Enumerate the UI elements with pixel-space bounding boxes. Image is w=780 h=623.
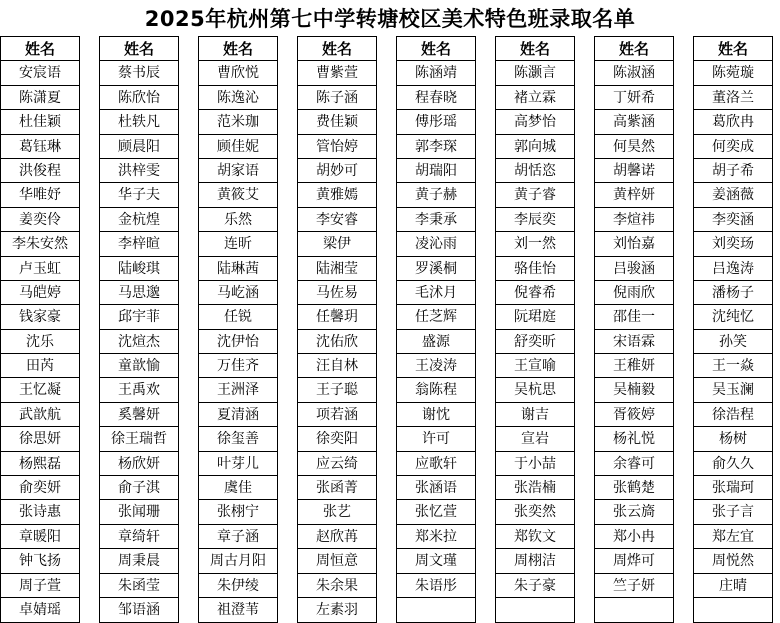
student-name: 王一焱 [694,354,772,378]
column-header: 姓名 [199,37,277,61]
column-header: 姓名 [100,37,178,61]
student-name: 陈子涵 [298,86,376,110]
name-column [297,36,377,623]
column-header: 姓名 [496,37,574,61]
student-name: 连昕 [199,232,277,256]
student-name: 王禹欢 [100,378,178,402]
student-name: 郭李琛 [397,135,475,159]
student-name: 周古月阳 [199,549,277,573]
student-name: 华子夫 [100,183,178,207]
student-name: 朱函莹 [100,574,178,598]
student-name: 朱余果 [298,574,376,598]
student-name: 陈潇夏 [1,86,79,110]
student-name: 顾晨阳 [100,135,178,159]
student-name: 武歆航 [1,403,79,427]
student-name: 阮珺庭 [496,305,574,329]
student-name: 毛沭月 [397,281,475,305]
student-name: 应歌轩 [397,452,475,476]
student-name: 盛源 [397,330,475,354]
student-name: 项若涵 [298,403,376,427]
student-name: 黄梓妍 [595,183,673,207]
student-name: 任锐 [199,305,277,329]
student-name: 傅彤瑶 [397,110,475,134]
student-name: 应云绮 [298,452,376,476]
student-name: 倪雨欣 [595,281,673,305]
student-name: 叶芽儿 [199,452,277,476]
student-name: 赵欣苒 [298,525,376,549]
student-name: 费佳颖 [298,110,376,134]
student-name: 奚馨妍 [100,403,178,427]
student-name: 陈欣怡 [100,86,178,110]
student-name: 杨树 [694,427,772,451]
student-name: 何奕成 [694,135,772,159]
student-name: 张艺 [298,500,376,524]
student-name: 沈煊杰 [100,330,178,354]
student-name: 何昊然 [595,135,673,159]
student-name: 葛欣冉 [694,110,772,134]
student-name: 章暖阳 [1,525,79,549]
student-name: 王洲泽 [199,378,277,402]
name-column [396,36,476,623]
student-name: 罗溪桐 [397,257,475,281]
empty-cell [496,598,574,622]
student-name: 沈伊怡 [199,330,277,354]
student-name: 周悦然 [694,549,772,573]
student-name: 陈逸沁 [199,86,277,110]
student-name: 余睿可 [595,452,673,476]
empty-cell [397,598,475,622]
student-name: 凌沁雨 [397,232,475,256]
student-name: 田芮 [1,354,79,378]
column-header: 姓名 [298,37,376,61]
student-name: 黄子睿 [496,183,574,207]
student-name: 张子言 [694,500,772,524]
student-name: 邹语涵 [118,601,160,618]
student-name: 于小喆 [496,452,574,476]
student-name: 张忆萱 [397,500,475,524]
page-title: 2025年杭州第七中学转塘校区美术特色班录取名单 [144,7,636,31]
student-name: 刘一然 [496,232,574,256]
student-name: 安宸语 [1,61,79,85]
student-name: 沈乐 [1,330,79,354]
student-name: 竺子妍 [595,574,673,598]
student-name: 陆琳茜 [199,257,277,281]
column-header: 姓名 [1,37,79,61]
student-name: 刘怡嘉 [595,232,673,256]
student-name: 吴玉澜 [694,378,772,402]
empty-cell [694,598,772,622]
name-column [594,36,674,623]
student-name: 胡妙可 [298,159,376,183]
student-name: 胡子希 [694,159,772,183]
student-name: 周子萱 [1,574,79,598]
student-name: 孙笑 [694,330,772,354]
student-name: 胡家语 [199,159,277,183]
student-name: 张云旖 [595,500,673,524]
student-name: 杜轶凡 [100,110,178,134]
student-name: 王宣喻 [496,354,574,378]
student-name: 任馨玥 [298,305,376,329]
student-name: 洪梓雯 [100,159,178,183]
student-name: 李秉承 [397,208,475,232]
name-column [495,36,575,623]
student-name: 周恒意 [298,549,376,573]
student-name: 徐王瑞哲 [100,427,178,451]
student-name: 许可 [397,427,475,451]
student-name: 陈淑涵 [595,61,673,85]
student-name: 郑米拉 [397,525,475,549]
student-name: 王凌涛 [397,354,475,378]
student-name: 周栩洁 [496,549,574,573]
student-name: 朱伊绫 [199,574,277,598]
student-name: 李奕涵 [694,208,772,232]
student-name: 杨熙磊 [1,452,79,476]
student-name: 马佐易 [298,281,376,305]
student-name: 胡恬恣 [496,159,574,183]
student-name: 姜奕伶 [1,208,79,232]
student-name: 乐然 [199,208,277,232]
student-name: 宋语霖 [595,330,673,354]
student-name: 胥筱婷 [595,403,673,427]
student-name: 曹欣悦 [199,61,277,85]
student-name: 范米珈 [199,110,277,134]
student-name: 祖澄苇 [217,601,259,618]
student-name: 金杭煌 [100,208,178,232]
student-name: 张鹤楚 [595,476,673,500]
student-name: 徐思妍 [1,427,79,451]
name-column [0,36,80,623]
student-name: 童歆愉 [100,354,178,378]
student-name: 徐奕阳 [298,427,376,451]
student-name: 丁妍希 [595,86,673,110]
student-name: 李煊祎 [595,208,673,232]
student-name: 程春晓 [397,86,475,110]
student-name: 姜涵薇 [694,183,772,207]
student-name: 陈涵靖 [397,61,475,85]
student-name: 吴杭思 [496,378,574,402]
student-name: 翁陈程 [397,378,475,402]
student-name: 黄筱艾 [199,183,277,207]
student-name: 华唯妤 [1,183,79,207]
student-name: 胡瑞阳 [397,159,475,183]
student-name: 黄雅嫣 [298,183,376,207]
student-name: 郑钦文 [496,525,574,549]
student-name: 顾佳妮 [199,135,277,159]
student-name: 马皑婷 [1,281,79,305]
student-name: 洪俊程 [1,159,79,183]
student-name: 舒奕昕 [496,330,574,354]
student-name: 李朱安然 [1,232,79,256]
student-name: 张浩楠 [496,476,574,500]
student-name: 谢忱 [397,403,475,427]
student-name: 章绮轩 [100,525,178,549]
student-name: 张闻珊 [100,500,178,524]
student-name: 俞奕妍 [1,476,79,500]
student-name: 李辰奕 [496,208,574,232]
student-name: 褚立霖 [496,86,574,110]
student-name: 钟飞扬 [1,549,79,573]
student-name: 邵佳一 [595,305,673,329]
student-name: 吴楠毅 [595,378,673,402]
student-name: 张瑞珂 [694,476,772,500]
student-name: 刘奕玚 [694,232,772,256]
student-name: 左素羽 [316,601,358,618]
student-name: 骆佳怡 [496,257,574,281]
student-name: 周文瑾 [397,549,475,573]
column-header: 姓名 [595,37,673,61]
student-name: 汪自林 [298,354,376,378]
student-name: 钱家豪 [1,305,79,329]
student-name: 胡馨诺 [595,159,673,183]
student-name: 梁伊 [298,232,376,256]
student-name: 陈灏言 [496,61,574,85]
student-name: 俞子淇 [100,476,178,500]
student-name: 卓婧瑶 [19,601,61,618]
student-name: 管怡婷 [298,135,376,159]
student-name: 李梓暄 [100,232,178,256]
student-name: 章子涵 [199,525,277,549]
student-name: 徐玺善 [199,427,277,451]
student-name: 蔡书辰 [100,61,178,85]
student-name: 杜佳颖 [1,110,79,134]
student-name: 沈纯忆 [694,305,772,329]
name-column [198,36,278,623]
student-name: 高梦怡 [496,110,574,134]
student-name: 徐浩程 [694,403,772,427]
student-name: 李安睿 [298,208,376,232]
student-name: 倪睿希 [496,281,574,305]
student-name: 王子聪 [298,378,376,402]
student-name: 朱语彤 [397,574,475,598]
student-name: 沈佑欣 [298,330,376,354]
student-name: 虞佳 [199,476,277,500]
student-name: 郭向城 [496,135,574,159]
student-name: 周烨可 [595,549,673,573]
student-name: 陈菀璇 [694,61,772,85]
student-name: 张栩宁 [199,500,277,524]
student-name: 邱宇菲 [100,305,178,329]
student-name: 任芝辉 [397,305,475,329]
student-name: 高紫涵 [595,110,673,134]
student-name: 郑左宜 [694,525,772,549]
student-name: 马思邈 [100,281,178,305]
student-name: 张诗惠 [1,500,79,524]
student-name: 黄子赫 [397,183,475,207]
student-name: 张函菁 [298,476,376,500]
student-name: 葛钰琳 [1,135,79,159]
student-name: 王稚妍 [595,354,673,378]
student-name: 吕逸涛 [694,257,772,281]
student-name: 郑小冉 [595,525,673,549]
student-name: 王忆凝 [1,378,79,402]
student-name: 杨礼悦 [595,427,673,451]
column-header: 姓名 [694,37,772,61]
student-name: 杨欣妍 [100,452,178,476]
student-name: 吕骏涵 [595,257,673,281]
student-name: 万佳齐 [199,354,277,378]
student-name: 谢吉 [496,403,574,427]
student-name: 卢玉虹 [1,257,79,281]
student-name: 庄晴 [694,574,772,598]
student-name: 朱子豪 [496,574,574,598]
student-name: 宣岩 [496,427,574,451]
student-name: 曹紫萱 [298,61,376,85]
student-name: 张涵语 [397,476,475,500]
student-name: 潘杨子 [694,281,772,305]
student-name: 董洛兰 [694,86,772,110]
student-name: 马屹涵 [199,281,277,305]
student-name: 张奕然 [496,500,574,524]
student-name: 夏清涵 [199,403,277,427]
name-column [99,36,179,623]
student-name: 俞久久 [694,452,772,476]
empty-cell [595,598,673,622]
student-name: 周秉晨 [100,549,178,573]
student-name: 陆峻琪 [100,257,178,281]
column-header: 姓名 [397,37,475,61]
student-name: 陆湘莹 [298,257,376,281]
name-column [693,36,773,623]
